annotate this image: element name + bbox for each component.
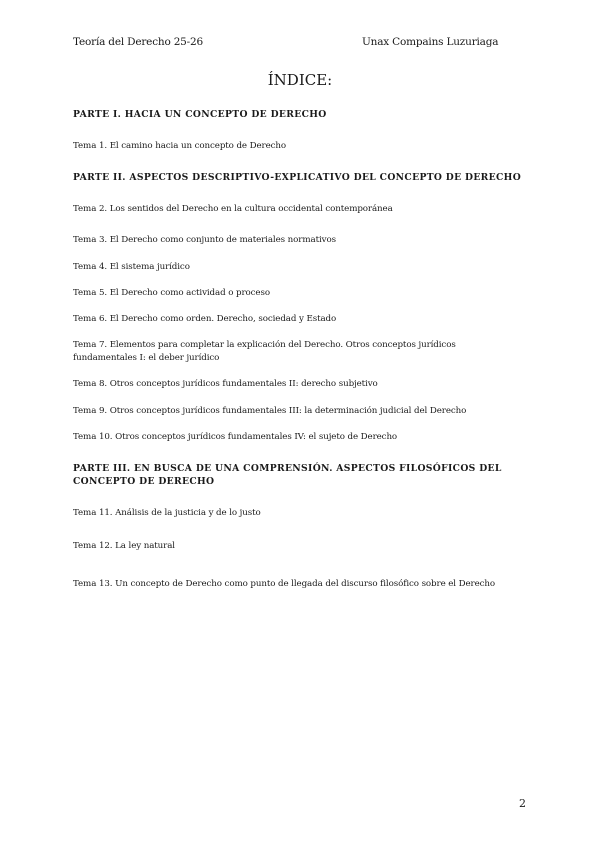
header-author: Unax Compains Luzuriaga: [362, 36, 499, 48]
header-course: Teoría del Derecho 25-26: [73, 36, 203, 48]
part-heading: PARTE I. HACIA UN CONCEPTO DE DERECHO: [73, 109, 327, 120]
topic-item: Tema 2. Los sentidos del Derecho en la cultura occidental contemporánea: [73, 204, 393, 214]
topic-item: Tema 6. El Derecho como orden. Derecho, sociedad y Estado: [73, 314, 337, 324]
part-heading: PARTE III. EN BUSCA DE UNA COMPRENSIÓN. ASPECTOS FILOSÓFICOS DEL CONCEPTO DE DERECHO: [73, 463, 502, 487]
topic-item: Tema 3. El Derecho como conjunto de materiales normativos: [73, 235, 336, 245]
topic-item: Tema 12. La ley natural: [73, 541, 175, 551]
topic-item: Tema 10. Otros conceptos jurídicos fundamentales IV: el sujeto de Derecho: [73, 432, 398, 442]
topic-item: Tema 7. Elementos para completar la explicación del Derecho. Otros conceptos jurídicos fundamentales I: el deber jurídico: [73, 340, 456, 363]
page-number: 2: [519, 797, 526, 810]
index-title: ÍNDICE:: [267, 71, 333, 89]
topic-item: Tema 13. Un concepto de Derecho como punto de llegada del discurso filosófico sobre el Derecho: [73, 579, 496, 589]
topic-item: Tema 4. El sistema jurídico: [73, 262, 190, 272]
topic-item: Tema 9. Otros conceptos jurídicos fundamentales III: la determinación judicial del Derecho: [73, 406, 467, 416]
part-heading: PARTE II. ASPECTOS DESCRIPTIVO-EXPLICATIVO DEL CONCEPTO DE DERECHO: [73, 172, 522, 183]
topic-item: Tema 1. El camino hacia un concepto de Derecho: [73, 141, 287, 151]
topic-item: Tema 11. Análisis de la justicia y de lo justo: [73, 508, 261, 518]
topic-item: Tema 8. Otros conceptos jurídicos fundamentales II: derecho subjetivo: [73, 379, 378, 389]
topic-item: Tema 5. El Derecho como actividad o proceso: [73, 288, 270, 298]
